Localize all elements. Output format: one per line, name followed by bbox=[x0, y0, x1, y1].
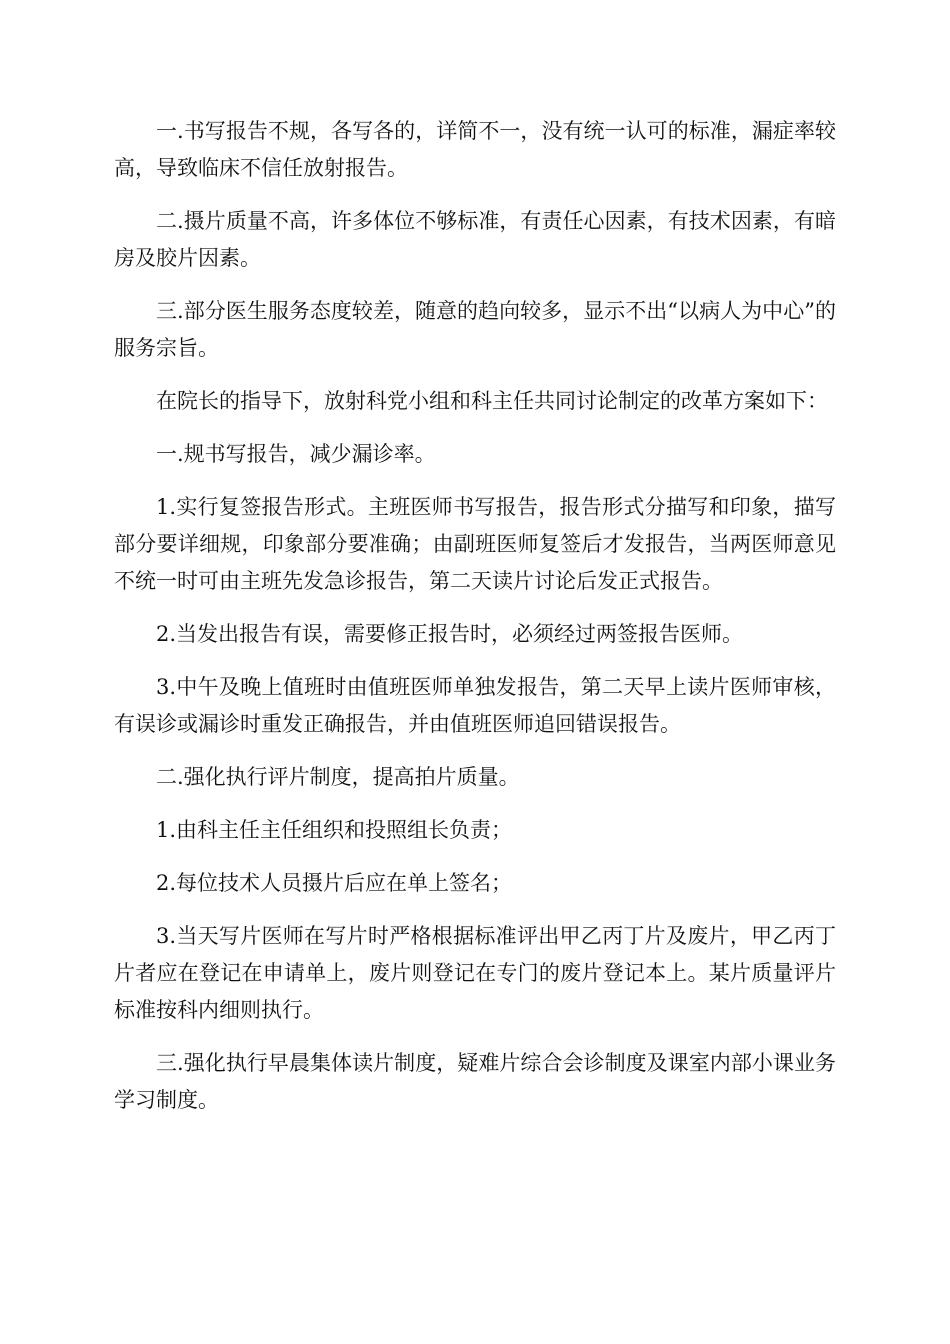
section-1-item-2: 2.当发出报告有误，需要修正报告时，必须经过两签报告医师。 bbox=[156, 622, 744, 646]
section-heading-2: 二.强化执行评片制度，提高拍片质量。 bbox=[156, 765, 520, 789]
section-heading-3: 三.强化执行早晨集体读片制度，疑难片综合会诊制度及课室内部小课业务学习制度。 bbox=[114, 1051, 836, 1112]
document-page bbox=[114, 113, 836, 1135]
paragraph-problem-1: 一.书写报告不规，各写各的，详简不一，没有统一认可的标准，漏症率较高，导致临床不信任放射报告。 bbox=[114, 119, 836, 180]
section-2-item-1: 1.由科主任主任组织和投照组长负责； bbox=[156, 818, 513, 842]
section-1-item-3: 3.中午及晚上值班时由值班医师单独发报告，第二天早上读片医师审核，有误诊或漏诊时重发正确报告，并由值班医师追回错误报告。 bbox=[114, 675, 836, 736]
paragraph-problem-3: 三.部分医生服务态度较差，随意的趋向较多，显示不出“以病人为中心”的服务宗旨。 bbox=[114, 299, 836, 360]
paragraph-intro: 在院长的指导下，放射科党小组和科主任共同讨论制定的改革方案如下： bbox=[156, 389, 828, 413]
section-2-item-2: 2.每位技术人员摄片后应在单上签名； bbox=[156, 871, 513, 895]
section-1-item-1: 1.实行复签报告形式。主班医师书写报告，报告形式分描写和印象，描写部分要详细规，印象部分要准确；由副班医师复签后才发报告，当两医师意见不统一时可由主班先发急诊报告，第二天读片讨论后发正式报告。 bbox=[114, 495, 836, 593]
paragraph-problem-2: 二.摄片质量不高，许多体位不够标准，有责任心因素，有技术因素，有暗房及胶片因素。 bbox=[114, 209, 836, 270]
section-2-item-3: 3.当天写片医师在写片时严格根据标准评出甲乙丙丁片及废片，甲乙丙丁片者应在登记在申请单上，废片则登记在专门的废片登记本上。某片质量评片标准按科内细则执行。 bbox=[114, 924, 836, 1022]
section-heading-1: 一.规书写报告，减少漏诊率。 bbox=[156, 442, 436, 466]
